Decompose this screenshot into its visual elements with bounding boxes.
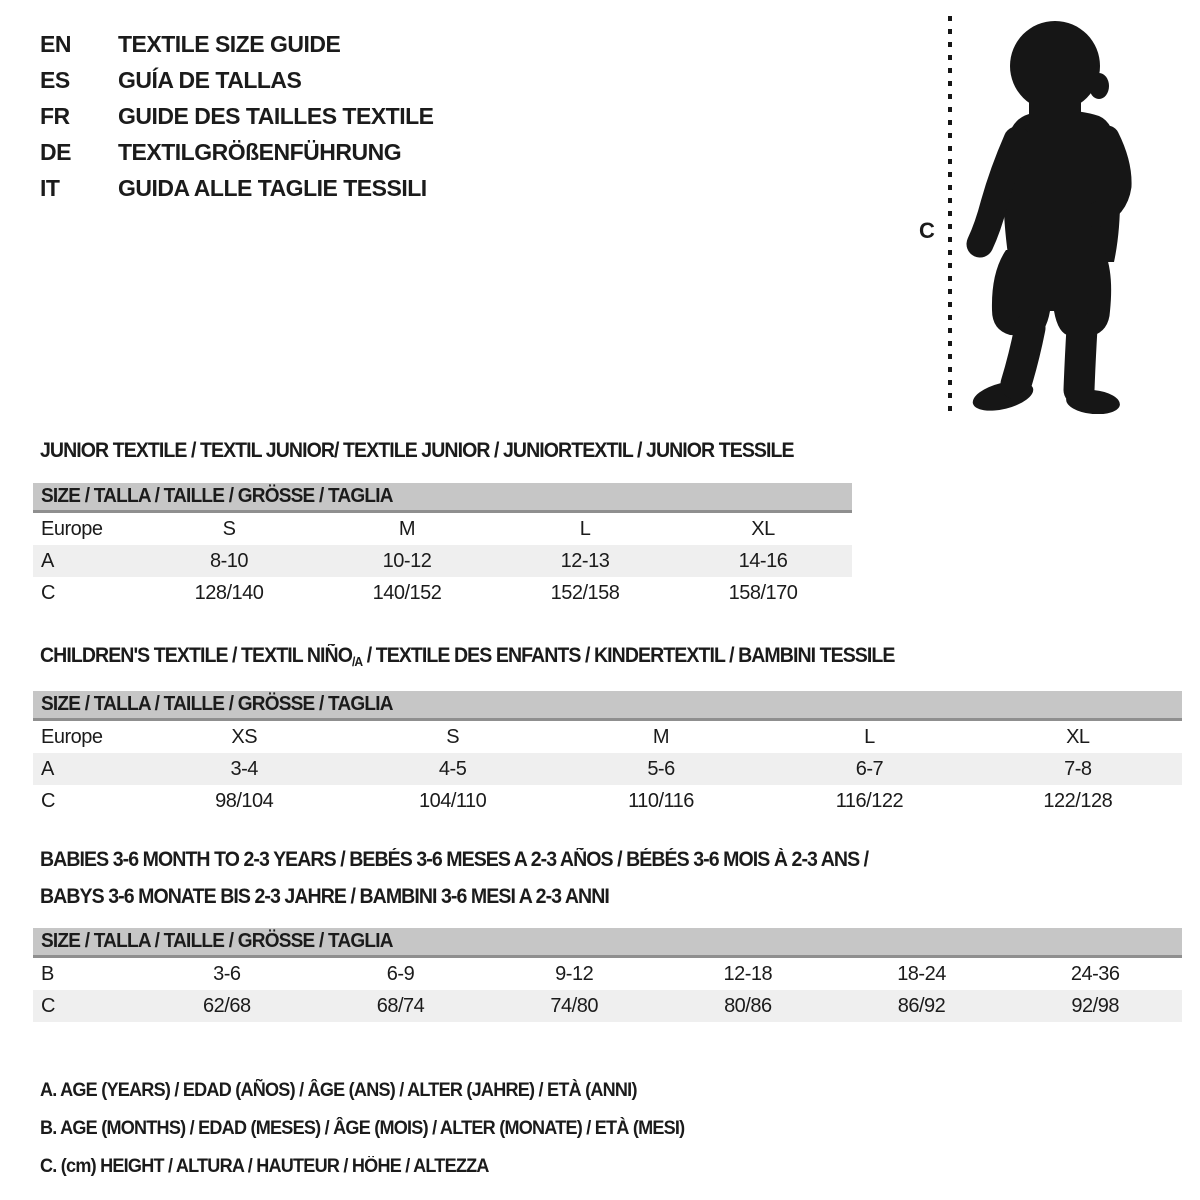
table-row-height — [33, 785, 1182, 817]
height-cell: 62/68 — [203, 994, 251, 1017]
children-section-title — [40, 644, 894, 669]
row-label: Europe — [41, 725, 103, 748]
junior-size-table — [33, 483, 852, 609]
size-cell: L — [864, 725, 875, 748]
row-label: C — [41, 789, 55, 812]
age-cell: 8-10 — [209, 549, 249, 572]
children-size-table — [33, 691, 1182, 817]
age-cell: 14-16 — [738, 549, 788, 572]
table-row-europe — [33, 513, 852, 545]
height-cell: 158/170 — [728, 581, 798, 604]
age-cell: 4-5 — [438, 757, 467, 780]
months-cell: 3-6 — [213, 962, 241, 985]
height-cell: 74/80 — [550, 994, 598, 1017]
row-label: A — [41, 757, 54, 780]
age-cell: 5-6 — [647, 757, 675, 780]
age-cell: 10-12 — [382, 549, 432, 572]
height-cell: 80/86 — [724, 994, 772, 1017]
language-row-es — [40, 62, 434, 98]
row-label: A — [41, 549, 54, 572]
table-row-height — [33, 577, 852, 609]
babies-title-line2: BABYS 3-6 MONATE BIS 2-3 JAHRE / BAMBINI 3-6 MESI A 2-3 ANNI — [40, 885, 609, 908]
height-cell: 122/128 — [1043, 789, 1113, 812]
height-cell: 92/98 — [1071, 994, 1119, 1017]
table-row-age — [33, 753, 1182, 785]
height-cell: 116/122 — [835, 789, 904, 812]
language-code: DE — [40, 138, 71, 165]
row-label: C — [41, 581, 55, 604]
language-row-de — [40, 134, 434, 170]
height-cell: 104/110 — [418, 789, 487, 812]
height-cell: 140/152 — [372, 581, 442, 604]
size-header-bar — [33, 483, 852, 513]
children-title-part1: CHILDREN'S TEXTILE / TEXTIL NIÑO — [40, 644, 352, 667]
language-row-it — [40, 170, 434, 206]
row-label: C — [41, 994, 55, 1017]
size-header-label: SIZE / TALLA / TAILLE / GRÖSSE / TAGLIA — [41, 485, 393, 507]
language-title-block — [40, 26, 434, 206]
legend-note-a: A. AGE (YEARS) / EDAD (AÑOS) / ÂGE (ANS) / ALTER (JAHRE) / ETÀ (ANNI) — [40, 1080, 637, 1101]
language-guide-title: GUÍA DE TALLAS — [118, 66, 302, 93]
language-guide-title: GUIDE DES TAILLES TEXTILE — [118, 102, 434, 129]
height-cell: 152/158 — [550, 581, 620, 604]
language-guide-title: TEXTILE SIZE GUIDE — [118, 30, 341, 57]
size-cell: M — [652, 725, 670, 748]
age-cell: 3-4 — [230, 757, 258, 780]
children-title-subscript: /A — [351, 654, 363, 669]
size-header-label: SIZE / TALLA / TAILLE / GRÖSSE / TAGLIA — [41, 693, 393, 715]
language-code: ES — [40, 66, 70, 93]
language-code: FR — [40, 102, 70, 129]
months-cell: 24-36 — [1070, 962, 1120, 985]
row-label: Europe — [41, 517, 103, 540]
language-code: EN — [40, 30, 71, 57]
legend-note-b: B. AGE (MONTHS) / EDAD (MESES) / ÂGE (MOIS) / ALTER (MONATE) / ETÀ (MESI) — [40, 1118, 685, 1139]
babies-section-title — [40, 848, 931, 909]
age-cell: 12-13 — [560, 549, 610, 572]
months-cell: 6-9 — [386, 962, 415, 985]
table-row-height — [33, 990, 1182, 1022]
language-row-fr — [40, 98, 434, 134]
size-header-label: SIZE / TALLA / TAILLE / GRÖSSE / TAGLIA — [41, 930, 393, 952]
size-cell: L — [579, 517, 591, 540]
age-cell: 6-7 — [855, 757, 884, 780]
size-cell: M — [398, 517, 416, 540]
toddler-silhouette-icon — [963, 14, 1138, 414]
children-title-part2: / TEXTILE DES ENFANTS / KINDERTEXTIL / BAMBINI TESSILE — [362, 644, 895, 667]
size-header-bar — [33, 691, 1182, 721]
size-header-bar — [33, 928, 1182, 958]
height-cell: 128/140 — [194, 581, 264, 604]
legend-block — [40, 1072, 718, 1186]
height-cell: 98/104 — [215, 789, 274, 812]
babies-title-line1: BABIES 3-6 MONTH TO 2-3 YEARS / BEBÉS 3-6 MESES A 2-3 AÑOS / BÉBÉS 3-6 MOIS À 2-3 ANS / — [40, 848, 869, 871]
junior-section-title: JUNIOR TEXTILE / TEXTIL JUNIOR/ TEXTILE JUNIOR / JUNIORTEXTIL / JUNIOR TESSILE — [40, 439, 794, 462]
size-cell: XS — [231, 725, 258, 748]
age-cell: 7-8 — [1064, 757, 1092, 780]
table-row-age — [33, 545, 852, 577]
size-cell: XL — [1066, 725, 1090, 748]
language-code: IT — [40, 174, 60, 201]
height-measure-label: C — [919, 218, 935, 243]
language-guide-title: TEXTILGRÖßENFÜHRUNG — [118, 138, 402, 165]
row-label: B — [41, 962, 54, 985]
months-cell: 9-12 — [555, 962, 594, 985]
months-cell: 18-24 — [897, 962, 946, 985]
language-row-en — [40, 26, 434, 62]
months-cell: 12-18 — [723, 962, 773, 985]
height-cell: 86/92 — [897, 994, 946, 1017]
size-cell: S — [446, 725, 460, 748]
height-dashed-line-icon — [946, 16, 954, 416]
table-row-europe — [33, 721, 1182, 753]
legend-note-c: C. (cm) HEIGHT / ALTURA / HAUTEUR / HÖHE / ALTEZZA — [40, 1156, 489, 1177]
size-cell: XL — [751, 517, 775, 540]
babies-size-table — [33, 928, 1182, 1022]
height-cell: 68/74 — [376, 994, 425, 1017]
language-guide-title: GUIDA ALLE TAGLIE TESSILI — [118, 174, 427, 201]
size-cell: S — [222, 517, 236, 540]
table-row-months — [33, 958, 1182, 990]
height-cell: 110/116 — [628, 789, 694, 812]
